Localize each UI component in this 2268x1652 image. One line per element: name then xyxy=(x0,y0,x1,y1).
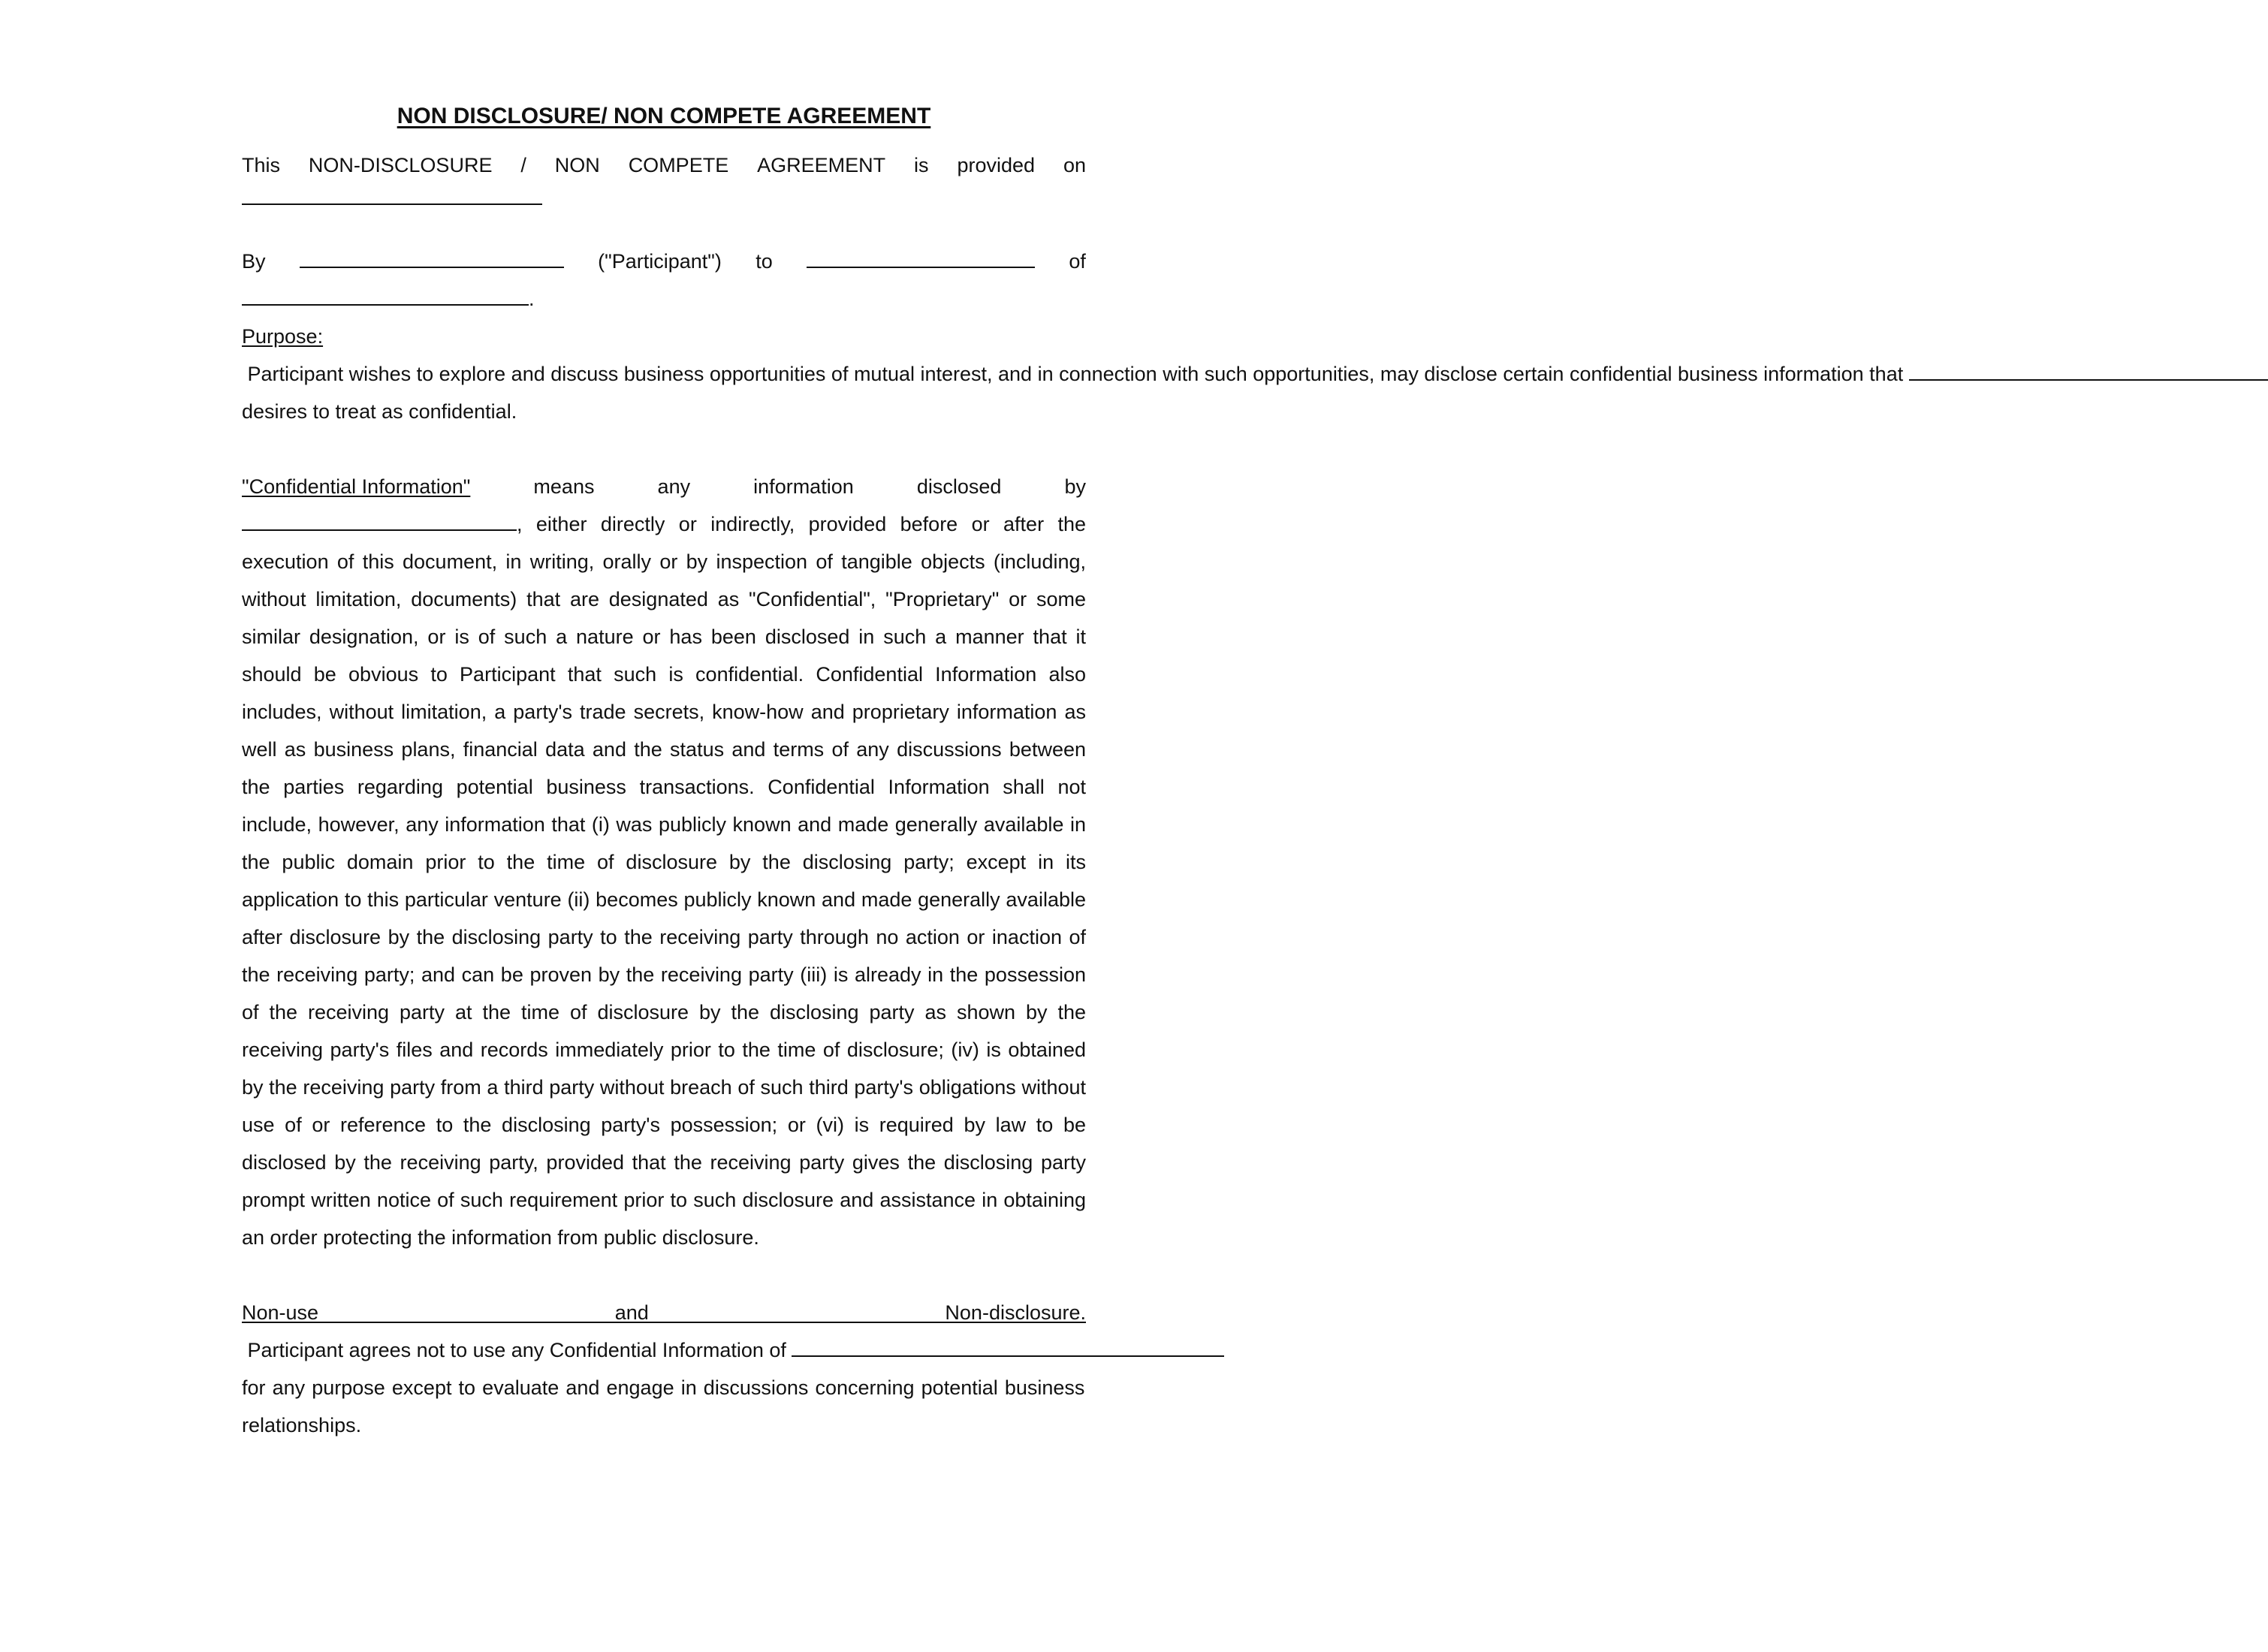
confidential-first-line xyxy=(242,468,1086,505)
document-title: NON DISCLOSURE/ NON COMPETE AGREEMENT xyxy=(397,104,931,128)
recipient-address-blank[interactable] xyxy=(242,285,529,306)
confidential-word: any xyxy=(657,475,691,498)
by-label: By xyxy=(242,250,266,273)
confidential-paragraph xyxy=(242,505,1086,1256)
intro-word: AGREEMENT xyxy=(757,154,886,176)
recipient-name-blank[interactable] xyxy=(807,247,1035,268)
purpose-text: Participant wishes to explore and discuss business opportunities of mutual interest, and in connection with such opportunities, may disclose certain confidential business information that xyxy=(242,363,1909,385)
nonuse-heading: Non-use and Non-disclosure. xyxy=(242,1301,1086,1324)
nonuse-text: Participant agrees not to use any Confidential Information of xyxy=(242,1339,792,1361)
confidential-heading: "Confidential Information" xyxy=(242,475,471,498)
intro-word: provided xyxy=(957,154,1036,176)
document-page xyxy=(242,101,1909,1444)
nonuse-paragraph xyxy=(242,1294,1086,1444)
purpose-heading: Purpose: xyxy=(242,325,324,348)
intro-line xyxy=(242,146,1086,184)
disclosing-party-blank[interactable] xyxy=(1909,360,2268,381)
nonuse-party-blank[interactable] xyxy=(792,1336,1224,1357)
intro-word: on xyxy=(1063,154,1086,176)
participant-name-blank[interactable] xyxy=(300,247,564,268)
to-label: to xyxy=(755,250,773,273)
confidential-word: by xyxy=(1064,475,1086,498)
purpose-text-end: desires to treat as confidential. xyxy=(242,400,517,423)
parties-line xyxy=(242,243,1086,280)
confidential-word: means xyxy=(533,475,595,498)
nonuse-text-end: for any purpose except to evaluate and engage in discussions concerning potential business relationships. xyxy=(242,1376,1085,1436)
confidential-text: , either directly or indirectly, provided before or after the execution of this document, in writing, orally or by inspection of tangible objects (including, without limitation, documents) that are designated as "Confidential", "Proprietary" or some similar designation, or is of such a nature or has been disclosed in such a manner that it should be obvious to Participant that such is confidential. Confidential Information also includes, without limitation, a party's trade secrets, know-how and proprietary information as well as business plans, financial data and the status and terms of any discussions between the parties regarding potential business transactions. Confidential Information shall not include, however, any information that (i) was publicly known and made generally available in the public domain prior to the time of disclosure by the disclosing party; except in its application to this particular venture (ii) becomes publicly known and made generally available after disclosure by the disclosing party to the receiving party through no action or inaction of the receiving party; and can be proven by the receiving party (iii) is already in the possession of the receiving party at the time of disclosure by the disclosing party as shown by the receiving party's files and records immediately prior to the time of disclosure; (iv) is obtained by the receiving party from a third party without breach of such third party's obligations without use of or reference to the disclosing party's possession; or (vi) is required by law to be disclosed by the receiving party, provided that the receiving party gives the disclosing party prompt written notice of such requirement prior to such disclosure and assistance in obtaining an order protecting the information from public disclosure. xyxy=(242,513,1086,1249)
purpose-paragraph xyxy=(242,318,1909,430)
confidential-word: information xyxy=(753,475,854,498)
confidential-word: disclosed xyxy=(916,475,1002,498)
intro-word: COMPETE xyxy=(628,154,729,176)
intro-word: This xyxy=(242,154,281,176)
intro-word: is xyxy=(914,154,929,176)
intro-word: NON xyxy=(554,154,600,176)
intro-date-line xyxy=(242,184,1086,205)
intro-word: / xyxy=(520,154,526,176)
date-blank[interactable] xyxy=(242,184,542,205)
period: . xyxy=(529,288,535,310)
intro-word: NON-DISCLOSURE xyxy=(308,154,493,176)
of-label: of xyxy=(1069,250,1086,273)
parties-address-line xyxy=(242,280,1086,318)
confidential-discloser-blank[interactable] xyxy=(242,510,517,531)
participant-label: ("Participant") xyxy=(598,250,722,273)
